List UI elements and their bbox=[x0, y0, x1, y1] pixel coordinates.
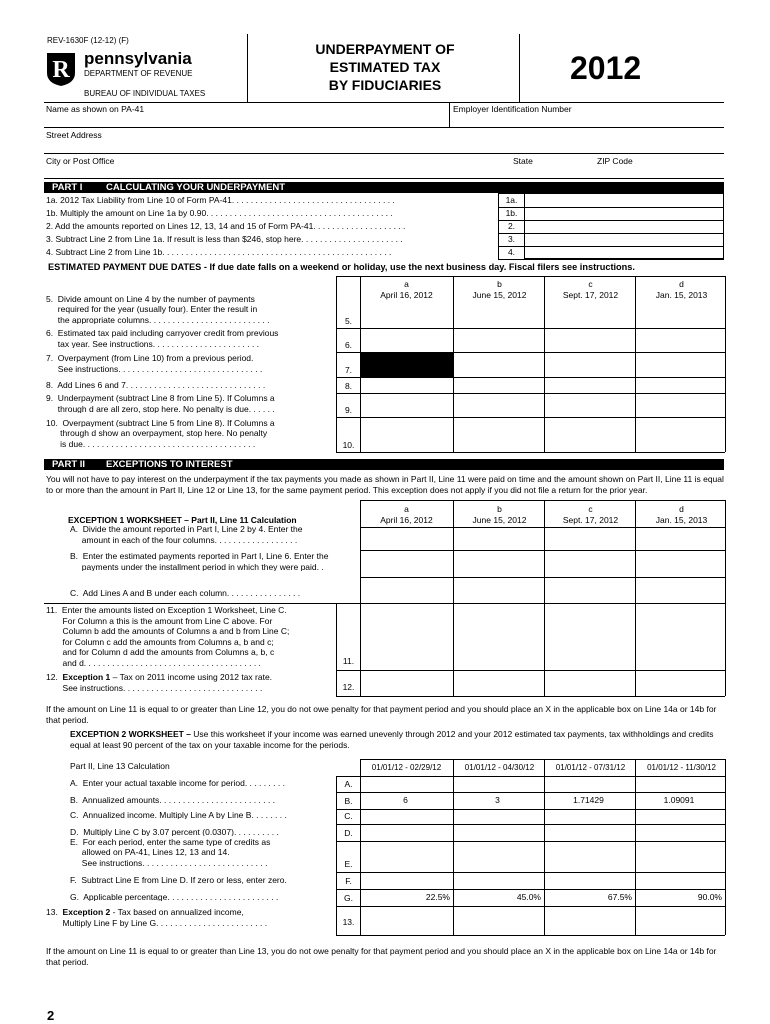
rule bbox=[360, 500, 725, 501]
part1-row-label: 6. Estimated tax paid including carryover credit from previous bbox=[46, 329, 279, 338]
ex2-cell[interactable] bbox=[636, 845, 722, 871]
line11-cell[interactable] bbox=[454, 604, 544, 669]
part1-row-ref: 9. bbox=[344, 405, 353, 415]
part1-line-ref: 2. bbox=[507, 221, 516, 231]
column-letter: b bbox=[497, 504, 502, 514]
part1-line-label: 4. Subtract Line 2 from Line 1b. . . . . . . . . . . . . . . . . . . . . . . . . . . . . . . . . . . . . . . . . . . . . . . . . bbox=[46, 248, 392, 257]
ex2-row-label: See instructions. . . . . . . . . . . . . . . . . . . . . . . . . . . bbox=[70, 858, 268, 867]
line11-cell[interactable] bbox=[545, 604, 635, 669]
ex2-row-ref: E. bbox=[344, 859, 353, 869]
state-field-label: State bbox=[513, 156, 533, 166]
city-state-zip-field[interactable] bbox=[45, 165, 723, 177]
ex1-title: EXCEPTION 1 WORKSHEET – Part II, Line 11 Calculation bbox=[68, 515, 297, 525]
line13-label bbox=[46, 908, 244, 917]
line13-bold: Exception 2 bbox=[62, 907, 111, 917]
column-date: Jan. 15, 2013 bbox=[655, 290, 708, 300]
ex2-cell[interactable] bbox=[361, 813, 450, 823]
part1-row-ref: 10. bbox=[342, 440, 355, 450]
ex1-row-label: B. Enter the estimated payments reported in Part I, Line 6. Enter the bbox=[70, 552, 329, 561]
city-field-label: City or Post Office bbox=[46, 156, 115, 166]
part2-header bbox=[44, 459, 724, 470]
ex2-row-label: allowed on PA-41, Lines 12, 13 and 14. bbox=[70, 848, 230, 857]
part1-cell[interactable] bbox=[636, 353, 725, 377]
column-letter: a bbox=[404, 279, 409, 289]
ex2-cell[interactable] bbox=[545, 780, 632, 791]
part1-cell[interactable] bbox=[545, 378, 635, 393]
ex1-cell[interactable] bbox=[361, 528, 453, 550]
rule bbox=[336, 935, 725, 936]
line13-cell[interactable] bbox=[454, 907, 544, 934]
part1-cell[interactable] bbox=[545, 353, 635, 377]
part1-row-ref: 6. bbox=[344, 340, 353, 350]
period-header: 01/01/12 - 11/30/12 bbox=[647, 763, 716, 772]
rule bbox=[725, 276, 726, 452]
rule bbox=[360, 759, 725, 760]
part1-title: CALCULATING YOUR UNDERPAYMENT bbox=[106, 182, 286, 193]
ex2-cell[interactable] bbox=[636, 876, 722, 888]
period-header: 01/01/12 - 02/29/12 bbox=[371, 763, 442, 772]
line12-ref: 12. bbox=[342, 682, 355, 692]
ex2-cell[interactable] bbox=[361, 780, 450, 791]
line12-text: – Tax on 2011 income using 2012 tax rate. bbox=[110, 672, 273, 682]
line11-label: and for Column d add the amounts from Columns a, b, c bbox=[46, 648, 275, 657]
ex2-title: EXCEPTION 2 WORKSHEET – bbox=[70, 729, 191, 739]
ex2-cell[interactable]: 22.5% bbox=[425, 892, 450, 902]
line12-cell[interactable] bbox=[545, 671, 635, 695]
column-date: June 15, 2012 bbox=[472, 290, 527, 300]
part2-title: EXCEPTIONS TO INTEREST bbox=[106, 459, 233, 470]
bureau: BUREAU OF INDIVIDUAL TAXES bbox=[84, 89, 206, 98]
line11-cell[interactable] bbox=[361, 604, 453, 669]
line13-label-2: Multiply Line F by Line G. . . . . . . . . . . . . . . . . . . . . . . . bbox=[46, 919, 268, 928]
ex2-row-label: B. Annualized amounts. . . . . . . . . . . . . . . . . . . . . . . . . bbox=[70, 795, 276, 804]
line12-cell[interactable] bbox=[361, 671, 453, 695]
part1-cell[interactable] bbox=[636, 418, 725, 452]
form-title-line3: BY FIDUCIARIES bbox=[328, 77, 442, 93]
ein-field[interactable] bbox=[451, 112, 723, 127]
column-letter: d bbox=[679, 279, 684, 289]
part1-line-label: 2. Add the amounts reported on Lines 12, 13, 14 and 15 of Form PA-41. . . . . . . . . . . . . . . . . . . . bbox=[46, 222, 406, 231]
part1-cell[interactable] bbox=[454, 277, 544, 328]
part1-cell[interactable] bbox=[545, 418, 635, 452]
line13-cell[interactable] bbox=[545, 907, 635, 934]
ex1-cell[interactable] bbox=[454, 551, 544, 577]
part2-label: PART II bbox=[52, 459, 86, 470]
part1-cell[interactable] bbox=[361, 378, 453, 393]
zip-field-label: ZIP Code bbox=[597, 156, 633, 166]
ex2-cell[interactable]: 90.0% bbox=[697, 892, 722, 902]
part1-row-label: 9. Underpayment (subtract Line 8 from Line 5). If Columns a bbox=[46, 394, 275, 403]
ex2-row-ref: F. bbox=[345, 876, 352, 886]
part1-row-ref: 8. bbox=[344, 381, 353, 391]
part1-line-label: 3. Subtract Line 2 from Line 1a. If result is less than $246, stop here. . . . . . . . . . . . . . . . . . . . . . bbox=[46, 235, 403, 244]
ex2-row-ref: G. bbox=[344, 893, 353, 903]
part1-cell[interactable] bbox=[454, 394, 544, 417]
line12-bold: Exception 1 bbox=[62, 672, 111, 682]
part1-line-ref: 4. bbox=[507, 247, 516, 257]
rule bbox=[498, 259, 724, 260]
ex2-row-ref: D. bbox=[344, 828, 353, 838]
ex2-cell[interactable]: 1.71429 bbox=[573, 795, 604, 805]
ex2-row-label: E. For each period, enter the same type of credits as bbox=[70, 837, 271, 846]
ex2-cell[interactable]: 67.5% bbox=[607, 892, 632, 902]
part2-intro: You will not have to pay interest on the underpayment if the tax payments you made as shown in Part II, Line 11 were paid on time and the amount shown on Part II, Line 11 is equal to or more than the amount in Part II, Line 12 or Line 13, for the same payment period. This exception does not apply if you did not file a return for the prior year. bbox=[46, 474, 724, 495]
due-dates-note: ESTIMATED PAYMENT DUE DATES - If due date falls on a weekend or holiday, use the next business day. Fiscal filers see instructions. bbox=[48, 262, 635, 272]
logo-letter: R bbox=[52, 57, 70, 83]
ex2-cell[interactable] bbox=[454, 780, 541, 791]
form-title-line1: UNDERPAYMENT OF bbox=[315, 41, 455, 57]
ex2-cell[interactable] bbox=[545, 845, 632, 871]
ex2-cell[interactable]: 45.0% bbox=[516, 892, 541, 902]
name-field-label: Name as shown on PA-41 bbox=[46, 104, 145, 114]
state-name: pennsylvania bbox=[84, 49, 192, 68]
period-header: 01/01/12 - 04/30/12 bbox=[464, 763, 535, 772]
rule bbox=[336, 872, 725, 873]
column-letter: d bbox=[679, 504, 684, 514]
ex2-cell[interactable] bbox=[454, 828, 541, 840]
rule bbox=[725, 603, 726, 696]
part1-row-ref: 5. bbox=[344, 316, 353, 326]
part1-cell[interactable] bbox=[361, 418, 453, 452]
part1-cell[interactable] bbox=[636, 329, 725, 352]
ex2-cell[interactable] bbox=[454, 813, 541, 823]
part1-row-label: tax year. See instructions. . . . . . . . . . . . . . . . . . . . . . . bbox=[46, 339, 260, 348]
ex2-cell[interactable] bbox=[361, 876, 450, 888]
rule bbox=[336, 841, 725, 842]
column-date: June 15, 2012 bbox=[472, 515, 527, 525]
part1-cell[interactable] bbox=[454, 378, 544, 393]
part1-label: PART I bbox=[52, 182, 83, 193]
ex2-cell[interactable] bbox=[361, 828, 450, 840]
line11-label: for Column c add the amounts from Columns a, b and c; bbox=[46, 637, 274, 646]
pa-logo-icon bbox=[44, 51, 78, 87]
part1-line-ref: 3. bbox=[507, 234, 516, 244]
ex1-cell[interactable] bbox=[545, 578, 635, 603]
ex2-row-label: F. Subtract Line E from Line D. If zero or less, enter zero. bbox=[70, 875, 287, 884]
line13-cell[interactable] bbox=[361, 907, 453, 934]
line11-label: For Column a this is the amount from Line C above. For bbox=[46, 616, 273, 625]
ex2-cell[interactable] bbox=[454, 876, 541, 888]
line13-cell[interactable] bbox=[636, 907, 725, 934]
ex2-cell[interactable] bbox=[545, 813, 632, 823]
part1-row-label: required for the year (usually four). Enter the result in bbox=[46, 305, 258, 314]
line12-label bbox=[46, 673, 272, 682]
part1-cell[interactable] bbox=[636, 378, 725, 393]
part1-row-label: 5. Divide amount on Line 4 by the number of payments bbox=[46, 294, 255, 303]
ex2-row-label: D. Multiply Line C by 3.07 percent (0.0307). . . . . . . . . . bbox=[70, 827, 279, 836]
rule bbox=[336, 809, 725, 810]
ex2-text: Use this worksheet if your income was earned unevenly through 2012 and your 2012 estimated tax payments, tax withholdings and credits equal at least 90 percent of the tax on your taxable income for the periods. bbox=[70, 729, 714, 750]
ex1-cell[interactable] bbox=[454, 578, 544, 603]
column-date: Jan. 15, 2013 bbox=[655, 515, 708, 525]
column-letter: c bbox=[588, 279, 593, 289]
column-date: Sept. 17, 2012 bbox=[562, 290, 619, 300]
ex2-row-ref: C. bbox=[344, 811, 353, 821]
part1-cell[interactable] bbox=[361, 329, 453, 352]
ex2-row-label: G. Applicable percentage. . . . . . . . . . . . . . . . . . . . . . . . bbox=[70, 892, 279, 901]
rule bbox=[725, 500, 726, 603]
part1-line-ref: 1b. bbox=[505, 208, 518, 218]
part1-cell[interactable] bbox=[545, 329, 635, 352]
ex2-intro bbox=[70, 729, 725, 750]
shaded-cell bbox=[361, 353, 453, 377]
ex1-cell[interactable] bbox=[454, 528, 544, 550]
rule bbox=[725, 759, 726, 935]
part1-cell[interactable] bbox=[545, 277, 635, 328]
form-title-line2: ESTIMATED TAX bbox=[329, 59, 441, 75]
part1-cell[interactable] bbox=[545, 394, 635, 417]
part1-row-label: through d are all zero, stop here. No penalty is due. . . . . . bbox=[46, 404, 275, 413]
form-id: REV-1630F (12-12) (F) bbox=[47, 36, 129, 45]
column-letter: c bbox=[588, 504, 593, 514]
ex2-subtitle: Part II, Line 13 Calculation bbox=[70, 761, 170, 771]
part1-line-label: 1b. Multiply the amount on Line 1a by 0.90. . . . . . . . . . . . . . . . . . . . . . . . . . . . . . . . . . . . . . . . bbox=[46, 209, 393, 218]
rule bbox=[336, 776, 725, 777]
ex1-cell[interactable] bbox=[361, 578, 453, 603]
ex2-row-ref: A. bbox=[344, 779, 353, 789]
part1-row-label: See instructions. . . . . . . . . . . . . . . . . . . . . . . . . . . . . . . bbox=[46, 364, 263, 373]
ex2-cell[interactable]: 6 bbox=[403, 795, 408, 805]
name-field[interactable] bbox=[45, 112, 448, 127]
ex2-cell[interactable] bbox=[545, 828, 632, 840]
ex1-row-label: C. Add Lines A and B under each column. . . . . . . . . . . . . . . . bbox=[70, 588, 301, 597]
part1-cell[interactable] bbox=[636, 394, 725, 417]
ex1-cell[interactable] bbox=[361, 551, 453, 577]
rule bbox=[336, 792, 725, 793]
line11-label: and d. . . . . . . . . . . . . . . . . . . . . . . . . . . . . . . . . . . . . . bbox=[46, 658, 261, 667]
ex1-row-label: amount in each of the four columns. . . . . . . . . . . . . . . . . . bbox=[70, 535, 298, 544]
street-field-label: Street Address bbox=[46, 130, 102, 140]
ex1-row-label: A. Divide the amount reported in Part I, Line 2 by 4. Enter the bbox=[70, 525, 303, 534]
part1-row-label: 10. Overpayment (subtract Line 5 from Line 8). If Columns a bbox=[46, 418, 275, 427]
line12-number: 12. bbox=[46, 672, 63, 682]
ex2-row-ref: B. bbox=[344, 796, 353, 806]
part1-row-label: the appropriate columns. . . . . . . . . . . . . . . . . . . . . . . . . . bbox=[46, 315, 270, 324]
part1-line-amounts bbox=[524, 193, 724, 259]
ex2-row-label: C. Annualized income. Multiply Line A by Line B. . . . . . . . bbox=[70, 810, 287, 819]
ex2-cell[interactable] bbox=[361, 845, 450, 871]
ex1-cell[interactable] bbox=[636, 578, 725, 603]
line11-label: Column b add the amounts of Columns a and b from Line C; bbox=[46, 627, 290, 636]
part1-row-ref: 7. bbox=[344, 365, 353, 375]
column-letter: b bbox=[497, 279, 502, 289]
tax-year: 2012 bbox=[570, 50, 642, 86]
part1-cell[interactable] bbox=[636, 277, 725, 328]
part1-row-label: through d show an overpayment, stop here. No penalty bbox=[46, 429, 268, 438]
ex2-cell[interactable] bbox=[636, 828, 722, 840]
department: DEPARTMENT OF REVENUE bbox=[84, 69, 193, 78]
rule bbox=[336, 452, 725, 453]
line11-ref: 11. bbox=[342, 656, 355, 666]
ex1-cell[interactable] bbox=[636, 551, 725, 577]
ex2-cell[interactable] bbox=[636, 780, 722, 791]
ex1-row-label: payments under the installment period in which they were paid. . bbox=[70, 562, 324, 571]
line12-label-2: See instructions. . . . . . . . . . . . . . . . . . . . . . . . . . . . . . bbox=[46, 684, 263, 693]
column-letter: a bbox=[404, 504, 409, 514]
part1-line-label: 1a. 2012 Tax Liability from Line 10 of Form PA-41. . . . . . . . . . . . . . . . . . . . . . . . . . . . . . . . . . . bbox=[46, 196, 395, 205]
part1-cell[interactable] bbox=[454, 329, 544, 352]
line11-label: 11. Enter the amounts listed on Exception 1 Worksheet, Line C. bbox=[46, 606, 287, 615]
rule bbox=[336, 824, 725, 825]
note-line12: If the amount on Line 11 is equal to or greater than Line 12, you do not owe penalty for that payment period and you should place an X in the applicable box on Line 14a or 14b for that period. bbox=[46, 704, 717, 725]
column-date: April 16, 2012 bbox=[380, 290, 433, 300]
rule bbox=[336, 696, 725, 697]
part1-row-label: is due. . . . . . . . . . . . . . . . . . . . . . . . . . . . . . . . . . . . . bbox=[46, 439, 256, 448]
part1-cell[interactable] bbox=[361, 394, 453, 417]
rule bbox=[336, 889, 725, 890]
street-field[interactable] bbox=[45, 138, 723, 152]
ex2-cell[interactable] bbox=[545, 876, 632, 888]
note-line13: If the amount on Line 11 is equal to or greater than Line 13, you do not owe penalty for that payment period and you should place an X in the applicable box on Line 14a or 14b for that period. bbox=[46, 946, 717, 967]
line13-ref: 13. bbox=[342, 917, 355, 927]
part1-cell[interactable] bbox=[454, 353, 544, 377]
ex2-cell[interactable] bbox=[454, 845, 541, 871]
part1-header bbox=[44, 182, 724, 193]
line13-text: - Tax based on annualized income, bbox=[110, 907, 244, 917]
period-header: 01/01/12 - 07/31/12 bbox=[555, 763, 626, 772]
part1-row-label: 8. Add Lines 6 and 7. . . . . . . . . . . . . . . . . . . . . . . . . . . . . . bbox=[46, 380, 266, 389]
ex1-cell[interactable] bbox=[545, 551, 635, 577]
line12-cell[interactable] bbox=[454, 671, 544, 695]
rule bbox=[336, 276, 337, 452]
ex2-cell[interactable]: 3 bbox=[495, 795, 500, 805]
part1-cell[interactable] bbox=[361, 277, 453, 328]
ein-field-label: Employer Identification Number bbox=[453, 104, 572, 114]
ex1-cell[interactable] bbox=[636, 528, 725, 550]
line12-cell[interactable] bbox=[636, 671, 725, 695]
column-date: April 16, 2012 bbox=[380, 515, 433, 525]
line13-number: 13. bbox=[46, 907, 63, 917]
ex2-cell[interactable] bbox=[636, 813, 722, 823]
part1-cell[interactable] bbox=[454, 418, 544, 452]
line11-cell[interactable] bbox=[636, 604, 725, 669]
part1-line-ref: 1a. bbox=[505, 195, 518, 205]
page-number: 2 bbox=[47, 1008, 55, 1023]
column-date: Sept. 17, 2012 bbox=[562, 515, 619, 525]
ex1-cell[interactable] bbox=[545, 528, 635, 550]
ex2-row-label: A. Enter your actual taxable income for period. . . . . . . . . bbox=[70, 778, 285, 787]
part1-row-label: 7. Overpayment (from Line 10) from a previous period. bbox=[46, 354, 254, 363]
ex2-cell[interactable]: 1.09091 bbox=[663, 795, 695, 805]
